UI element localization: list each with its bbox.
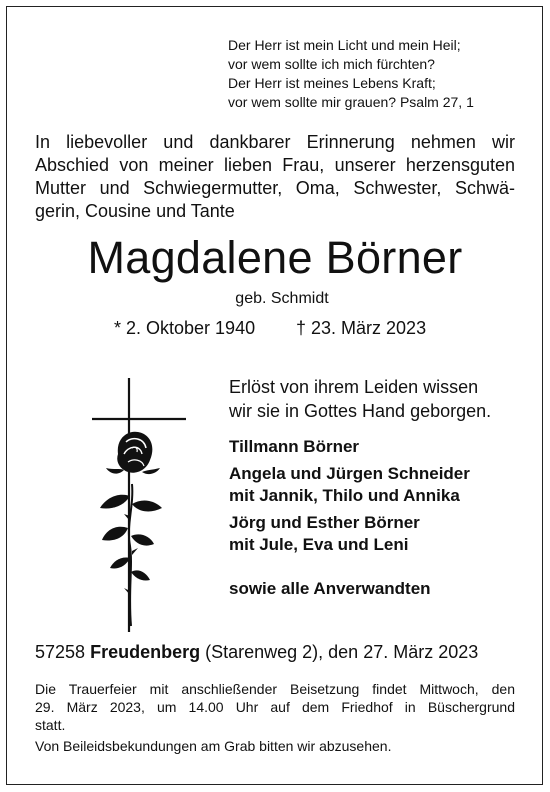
intro-line: gerin, Cousine und Tante bbox=[35, 201, 235, 221]
place-date-line bbox=[35, 641, 478, 663]
maiden-name: geb. Schmidt bbox=[235, 290, 329, 307]
intro-text bbox=[35, 131, 515, 223]
psalm-line: vor wem sollte mir grauen? Psalm 27, 1 bbox=[228, 94, 474, 110]
cross-with-rose-icon bbox=[88, 376, 188, 636]
funeral-line: 29. März 2023, um 14.00 Uhr auf dem Friedhof in Büschergrund bbox=[35, 699, 515, 715]
address-date: (Starenweg 2), den 27. März 2023 bbox=[205, 642, 479, 662]
psalm-line: Der Herr ist meines Lebens Kraft; bbox=[228, 75, 436, 91]
town: Freudenberg bbox=[90, 642, 201, 662]
mourner-line: Jörg und Esther Börner bbox=[229, 513, 420, 532]
mourner-line: Angela und Jürgen Schneider bbox=[229, 464, 470, 483]
mourners-list bbox=[229, 436, 470, 561]
released-text bbox=[229, 375, 491, 423]
funeral-line: statt. bbox=[35, 717, 66, 733]
postcode: 57258 bbox=[35, 642, 86, 662]
mourner-line: Tillmann Börner bbox=[229, 437, 360, 456]
funeral-info bbox=[35, 680, 515, 734]
deceased-name: Magdalene Börner bbox=[87, 232, 463, 283]
intro-line: In liebevoller und dankbarer Erinnerung nehmen wir bbox=[35, 132, 515, 152]
birth-date: * 2. Oktober 1940 bbox=[114, 318, 256, 338]
mourner-group bbox=[229, 463, 470, 507]
relatives-line: sowie alle Anverwandten bbox=[229, 579, 431, 598]
death-date: † 23. März 2023 bbox=[296, 318, 427, 338]
psalm-quote bbox=[228, 36, 528, 112]
intro-line: Abschied von meiner lieben Frau, unserer herzensguten bbox=[35, 155, 515, 175]
mourner-line: mit Jannik, Thilo und Annika bbox=[229, 486, 460, 505]
mourner-line: mit Jule, Eva und Leni bbox=[229, 535, 409, 554]
condolence-note: Von Beileidsbekundungen am Grab bitten wir abzusehen. bbox=[35, 738, 392, 754]
funeral-line: Die Trauerfeier mit anschließender Beisetzung findet Mittwoch, den bbox=[35, 681, 515, 697]
psalm-line: Der Herr ist mein Licht und mein Heil; bbox=[228, 37, 461, 53]
released-line: Erlöst von ihrem Leiden wissen bbox=[229, 377, 479, 397]
intro-line: Mutter und Schwiegermutter, Oma, Schwester, Schwä- bbox=[35, 178, 515, 198]
mourner-group bbox=[229, 512, 470, 556]
mourner-group bbox=[229, 436, 470, 458]
psalm-line: vor wem sollte ich mich fürchten? bbox=[228, 56, 435, 72]
released-line: wir sie in Gottes Hand geborgen. bbox=[229, 401, 492, 421]
